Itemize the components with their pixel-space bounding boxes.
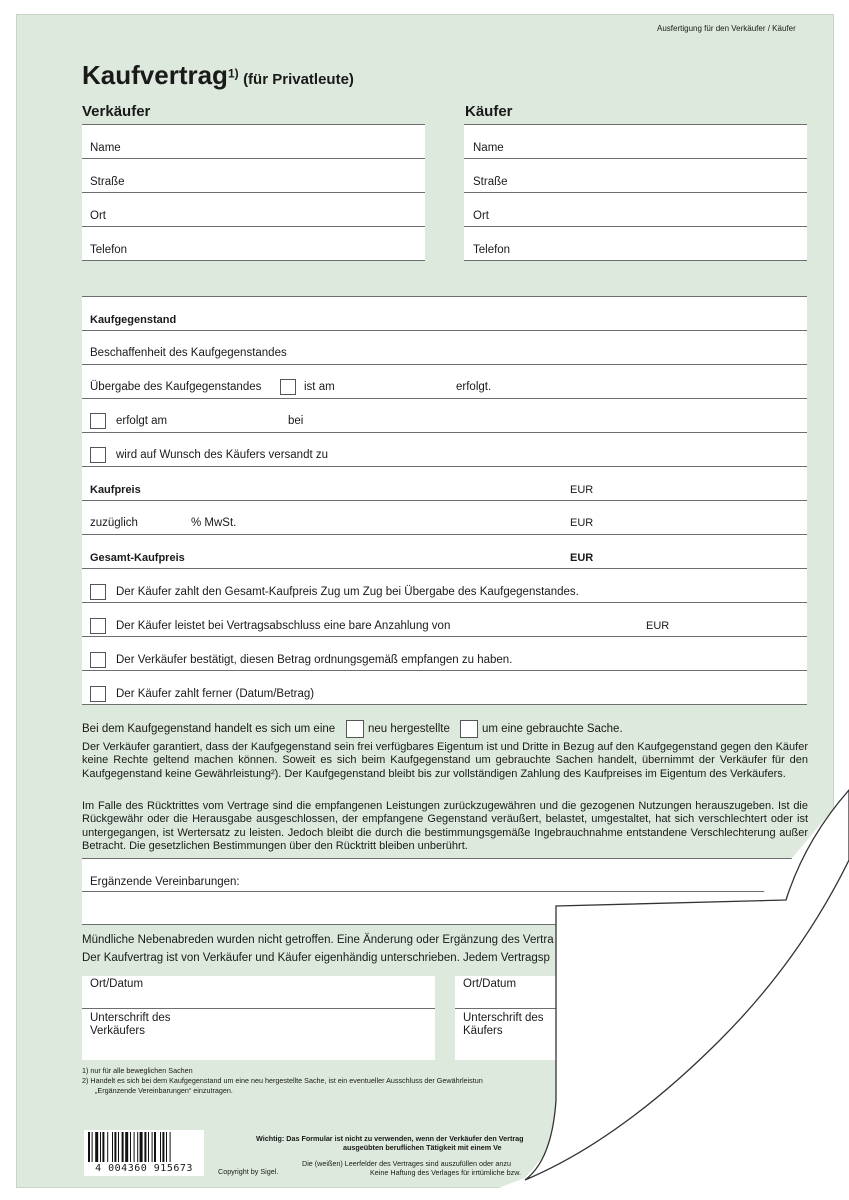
down-payment-label: Der Käufer leistet bei Vertragsabschluss eine bare Anzahlung von (116, 620, 451, 632)
buyer-street-label: Straße (473, 176, 508, 188)
buyer-heading: Käufer (465, 103, 513, 120)
used-item-label: um eine gebrauchte Sache. (482, 723, 623, 735)
done-on-label: erfolgt am (116, 415, 168, 427)
down-payment-currency: EUR (646, 620, 670, 632)
footer-warning-2: ausgeübten beruflichen Tätigkeit mit einem Ve (343, 1143, 502, 1152)
plus-label: zuzüglich (90, 517, 138, 529)
total-label: Gesamt-Kaufpreis (90, 552, 185, 564)
handover-on-label: ist am (304, 381, 335, 393)
copyright: Copyright by Sigel. (218, 1167, 279, 1176)
seller-name-label: Name (90, 142, 121, 154)
vat-currency: EUR (570, 517, 594, 529)
seller-place-date-label: Ort/Datum (90, 978, 144, 990)
seller-heading: Verkäufer (82, 103, 151, 120)
handover-label: Übergabe des Kaufgegenstandes (90, 381, 262, 393)
condition-label: Beschaffenheit des Kaufgegenstandes (90, 347, 287, 359)
title-footnote-mark: 1) (227, 66, 239, 81)
buyer-signature-label: Unterschrift des Käufers (463, 1012, 544, 1037)
copy-note: Ausfertigung für den Verkäufer / Käufer (657, 24, 796, 33)
footer-note-2: Keine Haftung des Verlages für irrtümliche bzw. (370, 1168, 522, 1177)
withdrawal-paragraph: Im Falle des Rücktrittes vom Vertrage sind die empfangenen Leistungen zurückzugewähren und die gezogenen Nutzungen herauszugeben. Ist die Rückgewähr oder die Herausgabe ausgeschlossen, der empfangene Gegenstand veräußert, belastet, umgestaltet, hat sich verschlechtert oder ist untergegangen, ist Wertersatz zu leisten. Jedoch bleibt die durch die bestimmungsgemäße Ingebrauchnahme entstandene Verschlechterung außer Betracht. Die gesetzlichen Bestimmungen über den Rücktritt bleiben unberührt. (82, 800, 808, 852)
barcode-number: 4 004360 915673 (95, 1163, 193, 1174)
vat-label: % MwSt. (191, 517, 237, 529)
price-currency: EUR (570, 484, 594, 496)
buyer-name-label: Name (473, 142, 504, 154)
price-label: Kaufpreis (90, 484, 141, 496)
type-prefix: Bei dem Kaufgegenstand handelt es sich um eine (82, 723, 336, 735)
received-label: Der Verkäufer bestätigt, diesen Betrag ordnungsgemäß empfangen zu haben. (116, 654, 513, 666)
footnote-1: 1) nur für alle beweglichen Sachen (82, 1066, 193, 1075)
new-item-label: neu hergestellte (368, 723, 450, 735)
oral-agreements-text: Mündliche Nebenabreden wurden nicht getroffen. Eine Änderung oder Ergänzung des Vertra (82, 934, 554, 946)
handover-done-label: erfolgt. (456, 381, 492, 393)
seller-signature-label: Unterschrift des Verkäufers (90, 1012, 171, 1037)
pay-on-handover-label: Der Käufer zahlt den Gesamt-Kaufpreis Zug um Zug bei Übergabe des Kaufgegenstandes. (116, 586, 579, 598)
agreements-label: Ergänzende Vereinbarungen: (90, 876, 240, 888)
shipped-label: wird auf Wunsch des Käufers versandt zu (116, 449, 329, 461)
buyer-city-label: Ort (473, 210, 489, 222)
buyer-place-date-label: Ort/Datum (463, 978, 517, 990)
done-at-label: bei (288, 415, 304, 427)
footnote-2: 2) Handelt es sich bei dem Kaufgegenstand um eine neu hergestellte Sache, ist ein eventueller Ausschluss der Gewährleistun (82, 1076, 483, 1085)
footer-warning-1: Wichtig: Das Formular ist nicht zu verwenden, wenn der Verkäufer den Vertrag (256, 1134, 524, 1143)
footnote-2-line2: „Ergänzende Vereinbarungen“ einzutragen. (95, 1086, 233, 1095)
footer-note-1: Die (weißen) Leerfelder des Vertrages sind auszufüllen oder anzu (302, 1159, 511, 1168)
seller-phone-label: Telefon (90, 244, 128, 256)
title-text: Kaufvertrag (82, 60, 228, 90)
total-currency: EUR (570, 552, 594, 564)
warranty-paragraph: Der Verkäufer garantiert, dass der Kaufgegenstand sein frei verfügbares Eigentum ist und Dritte in Bezug auf den Kaufgegenstand gegen den Käufer keine Rechte geltend machen können. Soweit es sich beim Kaufgegenstand um gebrauchte Sachen handelt, übernimmt der Verkäufer für den Kaufgegenstand keine Gewährleistung²). Der Kaufgegenstand bleibt bis zur vollständigen Zahlung des Kaufpreises im Eigentum des Verkäufers. (82, 741, 808, 780)
seller-city-label: Ort (90, 210, 106, 222)
title-subtitle: (für Privatleute) (243, 71, 354, 88)
item-heading: Kaufgegenstand (90, 314, 177, 326)
further-payment-label: Der Käufer zahlt ferner (Datum/Betrag) (116, 688, 315, 700)
signed-text: Der Kaufvertrag ist von Verkäufer und Käufer eigenhändig unterschrieben. Jedem Vertragsp (82, 952, 550, 964)
seller-street-label: Straße (90, 176, 125, 188)
buyer-phone-label: Telefon (473, 244, 511, 256)
